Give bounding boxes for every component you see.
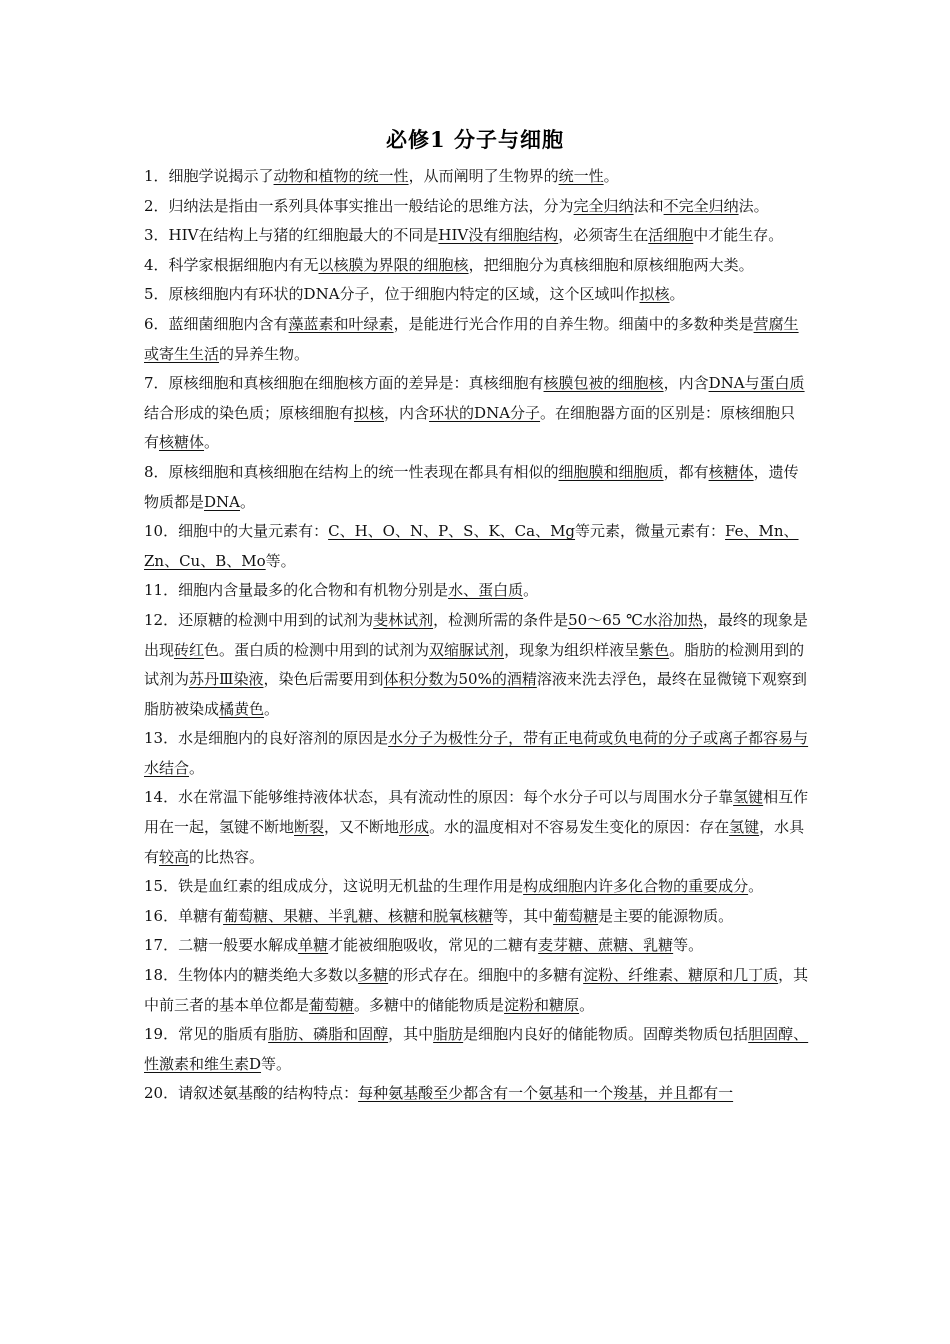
list-item [144, 872, 810, 902]
question-text: ，其中 [388, 1025, 434, 1044]
question-text: 。 [204, 433, 220, 452]
list-item [144, 369, 810, 458]
question-text: 2．归纳法是指由一系列具体事实推出一般结论的思维方法，分为 [144, 196, 574, 215]
answer-blank: 不完全归纳 [663, 196, 739, 215]
question-text: 相互作用在一起，氢键不断地 [144, 788, 809, 837]
question-text: ，其中前三者的基本单位都是 [144, 966, 809, 1014]
answer-blank: 脂肪、磷脂和固醇 [268, 1025, 389, 1044]
question-text: 12．还原糖的检测中用到的试剂为 [144, 610, 374, 629]
list-item [144, 783, 810, 872]
list-item [144, 517, 810, 576]
answer-blank: 水、蛋白质 [448, 581, 524, 600]
question-text: 。 [669, 285, 685, 304]
list-item [144, 310, 810, 369]
list-item [144, 1079, 810, 1109]
page-title: 必修1 分子与细胞 [386, 127, 564, 152]
question-text: 的形式存在。细胞中的多糖有 [388, 966, 584, 985]
question-text: 是细胞内良好的储能物质。固醇类物质包括 [463, 1025, 749, 1044]
answer-blank: 核糖体 [159, 433, 205, 452]
question-text: 。脂肪的检测用到的试剂为 [144, 640, 805, 689]
question-text: 的异养生物。 [219, 344, 310, 363]
list-item [144, 724, 810, 783]
question-text: ，检测所需的条件是 [433, 610, 569, 629]
question-text: 10．细胞中的大量元素有： [144, 522, 329, 541]
answer-blank: 拟核 [354, 403, 385, 422]
answer-blank: 葡萄糖、果糖、半乳糖、核糖和脱氧核糖 [223, 906, 494, 925]
question-text: 。在细胞器方面的区别是：原核细胞只有 [144, 403, 796, 452]
answer-blank: 葡萄糖 [553, 906, 599, 925]
question-text: 。 [523, 581, 539, 600]
answer-blank: 斐林试剂 [373, 610, 434, 629]
question-text: 等。 [673, 936, 704, 955]
answer-blank: 核膜包被的细胞核 [543, 374, 664, 393]
question-text: ，内含 [384, 403, 430, 422]
list-item [144, 961, 810, 1020]
list-item [144, 192, 810, 222]
answer-blank: 每种氨基酸至少都含有一个氨基和一个羧基，并且都有一 [358, 1084, 734, 1103]
list-item [144, 221, 810, 251]
question-text: 19．常见的脂质有 [144, 1025, 269, 1044]
answer-blank: DNA [204, 492, 240, 511]
answer-blank: 体积分数为50%的酒精 [383, 670, 537, 689]
answer-blank: 紫色 [639, 640, 670, 659]
list-item [144, 931, 810, 961]
answer-blank: 50～65 ℃水浴加热 [568, 610, 703, 629]
question-text: 3．HIV在结构上与猪的红细胞最大的不同是 [144, 226, 439, 245]
list-item [144, 251, 810, 281]
question-text: 11．细胞内含量最多的化合物和有机物分别是 [144, 581, 449, 600]
answer-blank: 较高 [159, 847, 190, 866]
answer-blank: 统一性 [558, 167, 604, 185]
answer-blank: 水分子为极性分子，带有正电荷或负电荷的分子或离子都容易与水结合 [144, 729, 809, 777]
question-text: 等。 [265, 551, 296, 570]
question-text: ，内含 [663, 374, 709, 393]
question-text: 。水的温度相对不容易发生变化的原因：存在 [429, 818, 730, 837]
answer-blank: C、H、O、N、P、S、K、Ca、Mg [328, 522, 576, 541]
list-item [144, 606, 810, 724]
question-text: ，现象为组织样液呈 [504, 640, 640, 659]
question-text: 20．请叙述氨基酸的结构特点： [144, 1084, 359, 1103]
answer-blank: 形成 [399, 818, 430, 837]
question-text: 。 [189, 758, 205, 777]
question-text: 。 [603, 167, 619, 185]
question-text: 1．细胞学说揭示了 [144, 167, 274, 185]
question-text: 才能被细胞吸收，常见的二糖有 [328, 936, 539, 955]
answer-blank: 脂肪 [433, 1025, 464, 1044]
question-text: ，染色后需要用到 [263, 670, 384, 689]
answer-blank: DNA与蛋白质 [708, 374, 805, 393]
answer-blank: 氢键 [729, 818, 760, 837]
question-text: ，是能进行光合作用的自养生物。细菌中的多数种类是 [393, 314, 754, 333]
question-text: 法。 [738, 196, 769, 215]
answer-blank: 橘黄色 [219, 699, 265, 718]
answer-blank: 多糖 [358, 966, 389, 985]
list-item [144, 576, 810, 606]
answer-blank: HIV没有细胞结构 [438, 226, 559, 245]
question-text: ，又不断地 [324, 818, 400, 837]
answer-blank: 葡萄糖 [309, 995, 355, 1014]
question-list [144, 162, 810, 1109]
question-text: ，水具有 [144, 818, 805, 866]
question-text: 。多糖中的储能物质是 [354, 995, 505, 1014]
answer-blank: 麦芽糖、蔗糖、乳糖 [538, 936, 674, 955]
question-text: 等。 [261, 1054, 292, 1073]
answer-blank: 淀粉和糖原 [504, 995, 580, 1014]
answer-blank: 藻蓝素和叶绿素 [288, 314, 394, 333]
answer-blank: 淀粉、纤维素、糖原和几丁质 [583, 966, 779, 985]
answer-blank: 细胞膜和细胞质 [558, 462, 664, 481]
answer-blank: 环状的DNA分子 [429, 403, 541, 422]
question-text: 5．原核细胞内有环状的DNA分子，位于细胞内特定的区域，这个区域叫作 [144, 285, 640, 304]
question-text: 结合形成的染色质；原核细胞有 [144, 403, 355, 422]
question-text: 7．原核细胞和真核细胞在细胞核方面的差异是：真核细胞有 [144, 374, 544, 393]
answer-blank: 完全归纳 [573, 196, 634, 215]
question-text: 溶液来洗去浮色，最终在显微镜下观察到脂肪被染成 [144, 670, 807, 718]
question-text: 法和 [633, 196, 664, 215]
answer-blank: 氢键 [733, 788, 764, 807]
answer-blank: 构成细胞内许多化合物的重要成分 [523, 877, 749, 896]
question-text: 的比热容。 [189, 847, 265, 866]
answer-blank: 拟核 [639, 285, 670, 304]
answer-blank: 核糖体 [708, 462, 754, 481]
question-text: 8．原核细胞和真核细胞在结构上的统一性表现在都具有相似的 [144, 462, 559, 481]
question-text: 色。蛋白质的检测中用到的试剂为 [204, 640, 430, 659]
question-text: ，都有 [663, 462, 709, 481]
question-text: ，必须寄生在 [558, 226, 649, 245]
answer-blank: 营腐生或寄生生活 [144, 314, 799, 363]
answer-blank: 活细胞 [648, 226, 694, 245]
list-item [144, 902, 810, 932]
answer-blank: Fe、Mn、Zn、Cu、B、Mo [144, 522, 799, 570]
question-text: 18．生物体内的糖类绝大多数以 [144, 966, 359, 985]
question-text: ，把细胞分为真核细胞和原核细胞两大类。 [468, 255, 754, 274]
question-text: 。 [264, 699, 280, 718]
question-text: ，最终的现象是出现 [144, 610, 808, 659]
question-text: 6．蓝细菌细胞内含有 [144, 314, 289, 333]
question-text: 中才能生存。 [693, 226, 784, 245]
question-text: 。 [240, 492, 256, 511]
answer-blank: 胆固醇、性激素和维生素D [144, 1025, 809, 1073]
question-text: 等，其中 [493, 906, 554, 925]
question-text: 14．水在常温下能够维持液体状态，具有流动性的原因：每个水分子可以与周围水分子靠 [144, 788, 734, 807]
question-text: 17．二糖一般要水解成 [144, 936, 299, 955]
list-item [144, 1020, 810, 1079]
question-text: 是主要的能源物质。 [598, 906, 734, 925]
answer-blank: 砖红 [174, 640, 205, 659]
question-text: 等元素，微量元素有： [575, 522, 726, 541]
answer-blank: 苏丹Ⅲ染液 [189, 670, 264, 689]
list-item [144, 162, 810, 192]
question-text: 。 [748, 877, 764, 896]
question-text: 13．水是细胞内的良好溶剂的原因是 [144, 729, 389, 748]
question-text: 15．铁是血红素的组成成分，这说明无机盐的生理作用是 [144, 877, 524, 896]
question-text: 4．科学家根据细胞内有无 [144, 255, 319, 274]
question-text: ，遗传物质都是 [144, 462, 799, 511]
list-item [144, 280, 810, 310]
answer-blank: 单糖 [298, 936, 329, 955]
answer-blank: 双缩脲试剂 [429, 640, 505, 659]
answer-blank: 以核膜为界限的细胞核 [318, 255, 469, 274]
answer-blank: 动物和植物的统一性 [273, 167, 409, 185]
question-text: 。 [579, 995, 595, 1014]
answer-blank: 断裂 [294, 818, 325, 837]
list-item [144, 458, 810, 517]
question-text: 16．单糖有 [144, 906, 224, 925]
question-text: ，从而阐明了生物界的 [408, 167, 559, 185]
